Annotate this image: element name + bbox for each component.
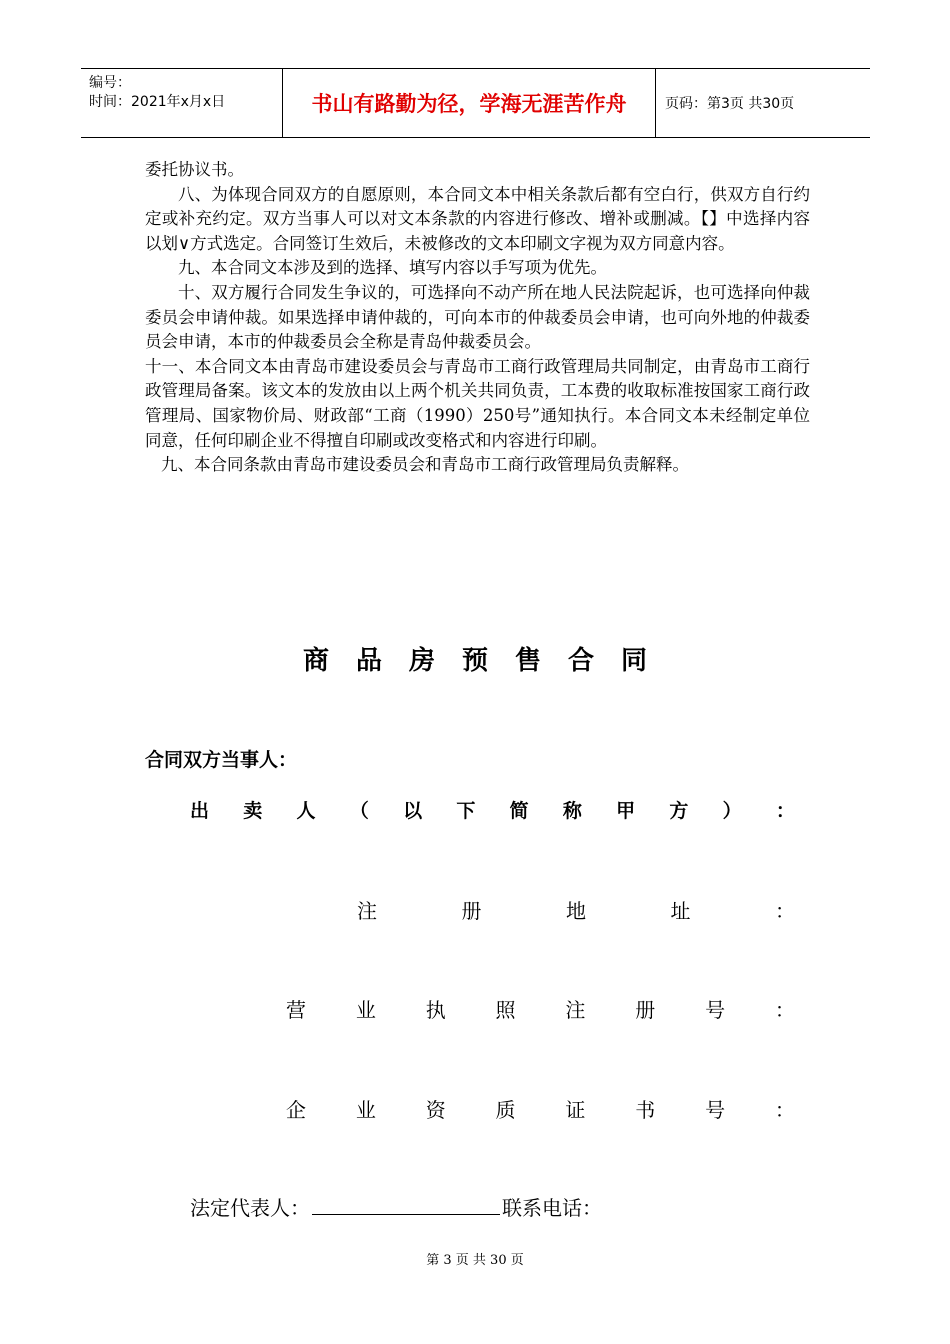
field-char: 册 — [461, 899, 482, 923]
contract-title: 商品房预售合同 — [302, 646, 674, 676]
field-char: 以 — [403, 800, 423, 822]
doc-date-label: 时间：2021年x月x日 — [89, 94, 226, 110]
field-char: 资 — [425, 1098, 446, 1122]
registered-address-field — [357, 895, 795, 924]
field-char: 甲 — [616, 800, 636, 822]
field-char: 质 — [495, 1098, 516, 1122]
document-header — [81, 68, 870, 138]
paragraph: 九、本合同条款由青岛市建设委员会和青岛市工商行政管理局负责解释。 — [161, 455, 689, 475]
field-char: 业 — [355, 998, 376, 1022]
contract-notes — [145, 158, 810, 478]
field-char: 执 — [425, 998, 446, 1022]
header-motto: 书山有路勤为径，学海无涯苦作舟 — [311, 92, 627, 116]
field-char: 地 — [566, 899, 586, 923]
contact-phone-label: 联系电话： — [502, 1196, 602, 1220]
field-char: 书 — [635, 1098, 656, 1122]
field-char: ： — [775, 899, 795, 923]
paragraph: 十、双方履行合同发生争议的，可选择向不动产所在地人民法院起诉，也可选择向仲裁委员会申请仲裁。如果选择申请仲裁的，可向本市的仲裁委员会申请，也可向外地的仲裁委员会申请，本市的仲裁委员会全称是青岛仲裁委员会。 — [145, 282, 810, 352]
field-char: 称 — [562, 800, 582, 822]
field-char: 注 — [357, 899, 377, 923]
field-char: 址 — [670, 899, 691, 923]
field-char: （ — [349, 800, 369, 822]
field-char: 简 — [509, 800, 529, 822]
seller-line — [190, 796, 795, 823]
field-char: 营 — [286, 998, 306, 1022]
field-char: 下 — [456, 800, 476, 822]
legal-rep-label: 法定代表人： — [190, 1196, 310, 1220]
field-char: ： — [774, 998, 795, 1022]
field-char: ： — [775, 800, 795, 822]
header-meta — [81, 69, 282, 137]
qualification-cert-field — [286, 1094, 795, 1123]
field-char: 企 — [286, 1098, 306, 1122]
doc-number-label: 编号： — [89, 75, 131, 91]
header-page-info: 页码：第3页 共30页 — [665, 96, 795, 112]
paragraph: 十一、本合同文本由青岛市建设委员会与青岛市工商行政管理局共同制定，由青岛市工商行政管理局备案。该文本的发放由以上两个机关共同负责，工本费的收取标准按国家工商行政管理局、国家物价局、财政部“工商（1990）250号”通知执行。本合同文本未经制定单位同意，任何印刷企业不得擅自印刷或改变格式和内容进行印刷。 — [145, 356, 810, 450]
field-char: 业 — [355, 1098, 376, 1122]
field-char: ） — [722, 800, 742, 822]
field-char: 出 — [190, 800, 210, 822]
license-number-field — [286, 994, 795, 1023]
field-char: 卖 — [243, 800, 263, 822]
legal-rep-line — [190, 1192, 602, 1221]
field-char: 方 — [669, 800, 689, 822]
paragraph: 委托协议书。 — [145, 160, 244, 179]
legal-rep-blank — [312, 1194, 500, 1215]
page-footer: 第 3 页 共 30 页 — [426, 1253, 524, 1268]
field-char: 册 — [635, 998, 656, 1022]
field-char: 证 — [565, 1098, 586, 1122]
field-char: 人 — [296, 800, 316, 822]
field-char: 照 — [495, 998, 516, 1022]
paragraph: 九、本合同文本涉及到的选择、填写内容以手写项为优先。 — [178, 258, 607, 278]
paragraph: 八、为体现合同双方的自愿原则，本合同文本中相关条款后都有空白行，供双方自行约定或补充约定。双方当事人可以对文本条款的内容进行修改、增补或删减。【】中选择内容以划∨方式选定。合同签订生效后，未被修改的文本印刷文字视为双方同意内容。 — [145, 184, 810, 253]
field-char: 号 — [705, 998, 726, 1022]
field-char: 注 — [565, 998, 586, 1022]
parties-heading: 合同双方当事人： — [145, 749, 298, 771]
field-char: 号 — [705, 1098, 726, 1122]
field-char: ： — [774, 1098, 795, 1122]
